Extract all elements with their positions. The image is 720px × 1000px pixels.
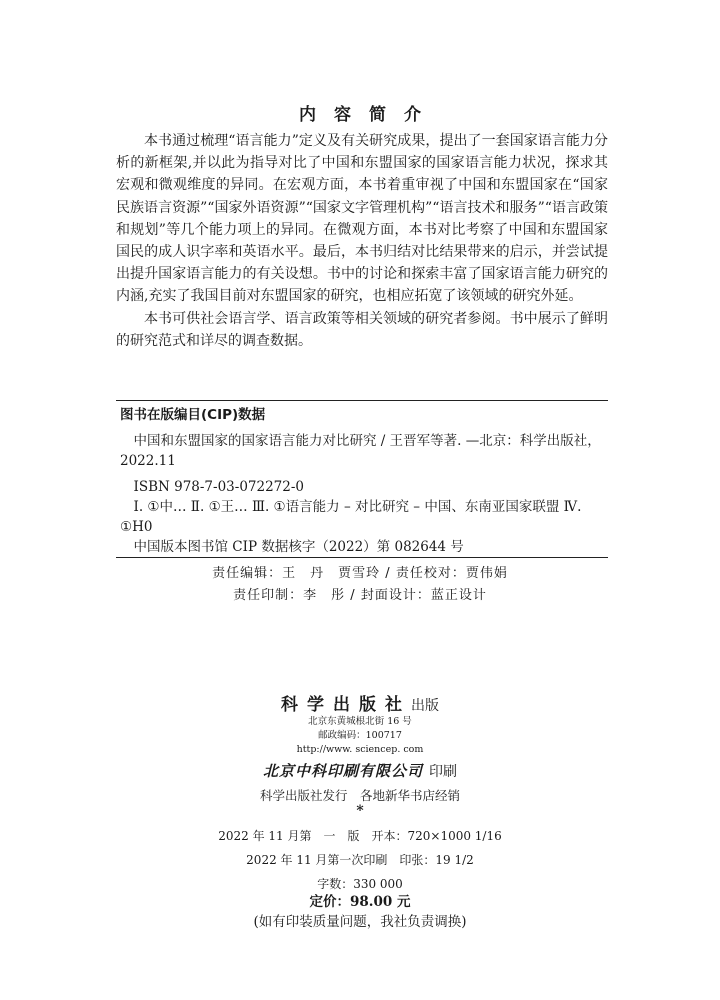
intro-title: 内容简介 [299, 105, 439, 125]
cip-heading: 图书在版编目(CIP)数据 [120, 407, 266, 423]
cip-block [116, 400, 608, 558]
specs-edition: 2022 年 11 月第 一 版 开本：720×1000 1/16 [218, 829, 502, 843]
printer-suffix: 印刷 [429, 764, 457, 780]
specs-block [0, 824, 720, 896]
credits [0, 563, 720, 607]
quality-notice: (如有印装质量问题，我社负责调换) [253, 914, 467, 930]
printer-name: 北京中科印刷有限公司 [262, 762, 423, 780]
specs-printing: 2022 年 11 月第一次印刷 印张：19 1/2 [246, 853, 474, 867]
publisher-url: http://www. sciencep. com [296, 744, 424, 755]
publisher-suffix: 出版 [411, 698, 439, 714]
publisher-name: 科学出版社 [281, 695, 411, 715]
credits-editors: 责任编辑：王 丹 贾雪玲 / 责任校对：贾伟娟 [212, 566, 508, 581]
cip-top-rule [116, 400, 608, 401]
publisher-block [0, 690, 720, 757]
distribution-line: 科学出版社发行 各地新华书店经销 [259, 788, 460, 803]
cip-isbn: ISBN 978-7-03-072272-0 [133, 479, 305, 495]
cip-classification: Ⅰ. ①中… Ⅱ. ①王… Ⅲ. ①语言能力 – 对比研究 – 中国、东南亚国家联盟 Ⅳ. ①H0 [120, 499, 582, 535]
printer-block [0, 760, 720, 781]
intro-text [116, 130, 608, 352]
intro-paragraph-1: 本书通过梳理“语言能力”定义及有关研究成果，提出了一套国家语言能力分析的新框架,并以此为指导对比了中国和东盟国家的国家语言能力状况，探求其宏观和微观维度的异同。在宏观方面，本书着重审视了中国和东盟国家在“国家民族语言资源”“国家外语资源”“国家文字管理机构”“语言技术和服务”“语言政策和规划”等几个能力项上的异同。在微观方面，本书对比考察了中国和东盟国家国民的成人识字率和英语水平。最后，本书归结对比结果带来的启示，并尝试提出提升国家语言能力的有关设想。书中的讨论和探索丰富了国家语言能力研究的内涵,充实了我国目前对东盟国家的研究，也相应拓宽了该领域的研究外延。 [116, 133, 608, 305]
intro-paragraph-2: 本书可供社会语言学、语言政策等相关领域的研究者参阅。书中展示了鲜明的研究范式和详尽的调查数据。 [116, 310, 608, 349]
cip-verification: 中国版本图书馆 CIP 数据核字（2022）第 082644 号 [133, 539, 464, 555]
credits-production: 责任印制：李 彤 / 封面设计：蓝正设计 [233, 588, 487, 603]
publisher-address: 北京东黄城根北街 16 号 [308, 716, 412, 727]
separator-star: * [356, 803, 364, 819]
cip-bottom-rule [116, 557, 608, 558]
specs-wordcount: 字数：330 000 [317, 877, 403, 891]
publisher-postcode: 邮政编码：100717 [318, 730, 402, 741]
price-line: 定价：98.00 元 [309, 894, 411, 910]
cip-record: 中国和东盟国家的国家语言能力对比研究 / 王晋军等著. —北京：科学出版社，2022.11 [120, 433, 601, 469]
